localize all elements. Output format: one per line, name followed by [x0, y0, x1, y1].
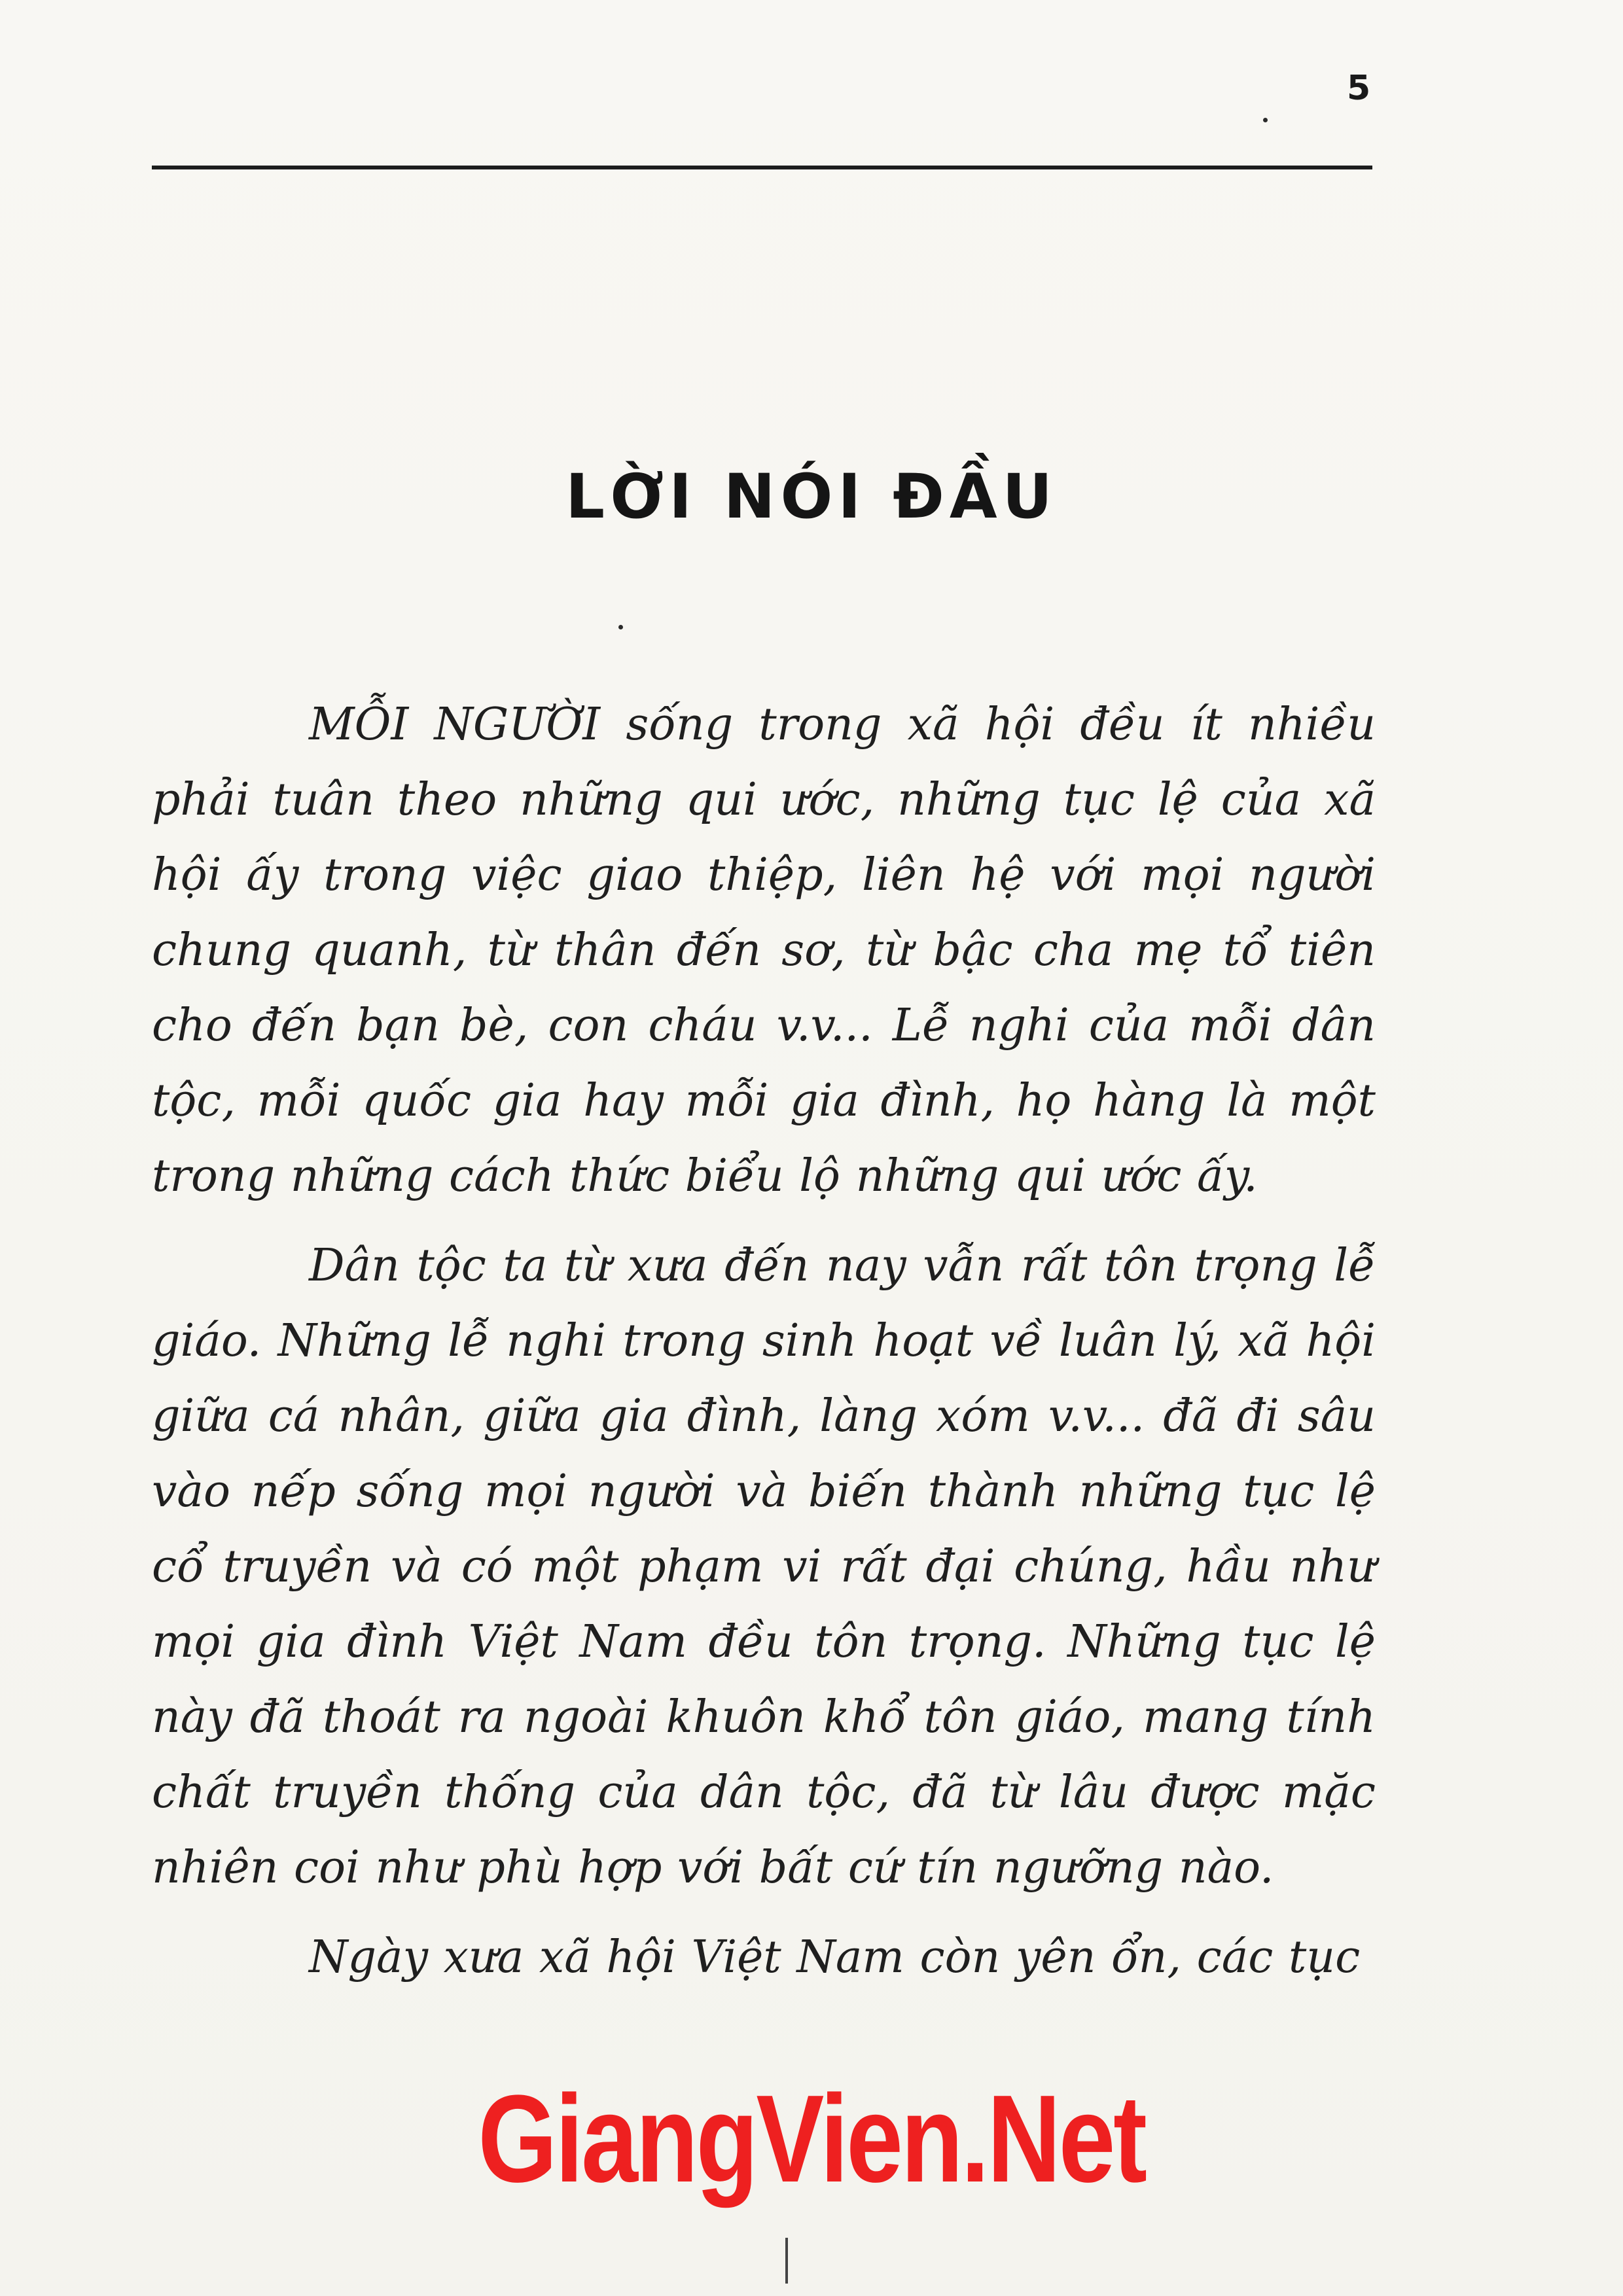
header-rule — [152, 166, 1372, 169]
watermark-logo: GiangVien.Net — [478, 2070, 1145, 2208]
page-number: 5 — [1347, 69, 1371, 108]
scan-speck — [1263, 118, 1268, 122]
scan-mark — [785, 2238, 788, 2284]
chapter-heading: LỜI NÓI ĐẦU — [565, 461, 1058, 533]
paragraph-2: Dân tộc ta từ xưa đến nay vẫn rất tôn trọng lễ giáo. Những lễ nghi trong sinh hoạt về luân lý, xã hội giữa cá nhân, giữa gia đình, làng xóm v.v... đã đi sâu vào nếp sống mọi người và biến thành những tục lệ cổ truyền và có một phạm vi rất đại chúng, hầu như mọi gia đình Việt Nam đều tôn trọng. Những tục lệ này đã thoát ra ngoài khuôn khổ tôn giáo, mang tính chất truyền thống của dân tộc, đã từ lâu được mặc nhiên coi như phù hợp với bất cứ tín ngưỡng nào. — [152, 1240, 1376, 1894]
paragraph-1: MỖI NGƯỜI sống trong xã hội đều ít nhiều phải tuân theo những qui ước, những tục lệ của xã hội ấy trong việc giao thiệp, liên hệ với mọi người chung quanh, từ thân đến sơ, từ bậc cha mẹ tổ tiên cho đến bạn bè, con cháu v.v... Lễ nghi của mỗi dân tộc, mỗi quốc gia hay mỗi gia đình, họ hàng là một trong những cách thức biểu lộ những qui ước ấy. — [152, 699, 1376, 1202]
body-text — [152, 687, 1376, 1995]
paragraph-3: Ngày xưa xã hội Việt Nam còn yên ổn, các tục — [309, 1932, 1361, 1983]
scan-speck — [618, 625, 623, 629]
